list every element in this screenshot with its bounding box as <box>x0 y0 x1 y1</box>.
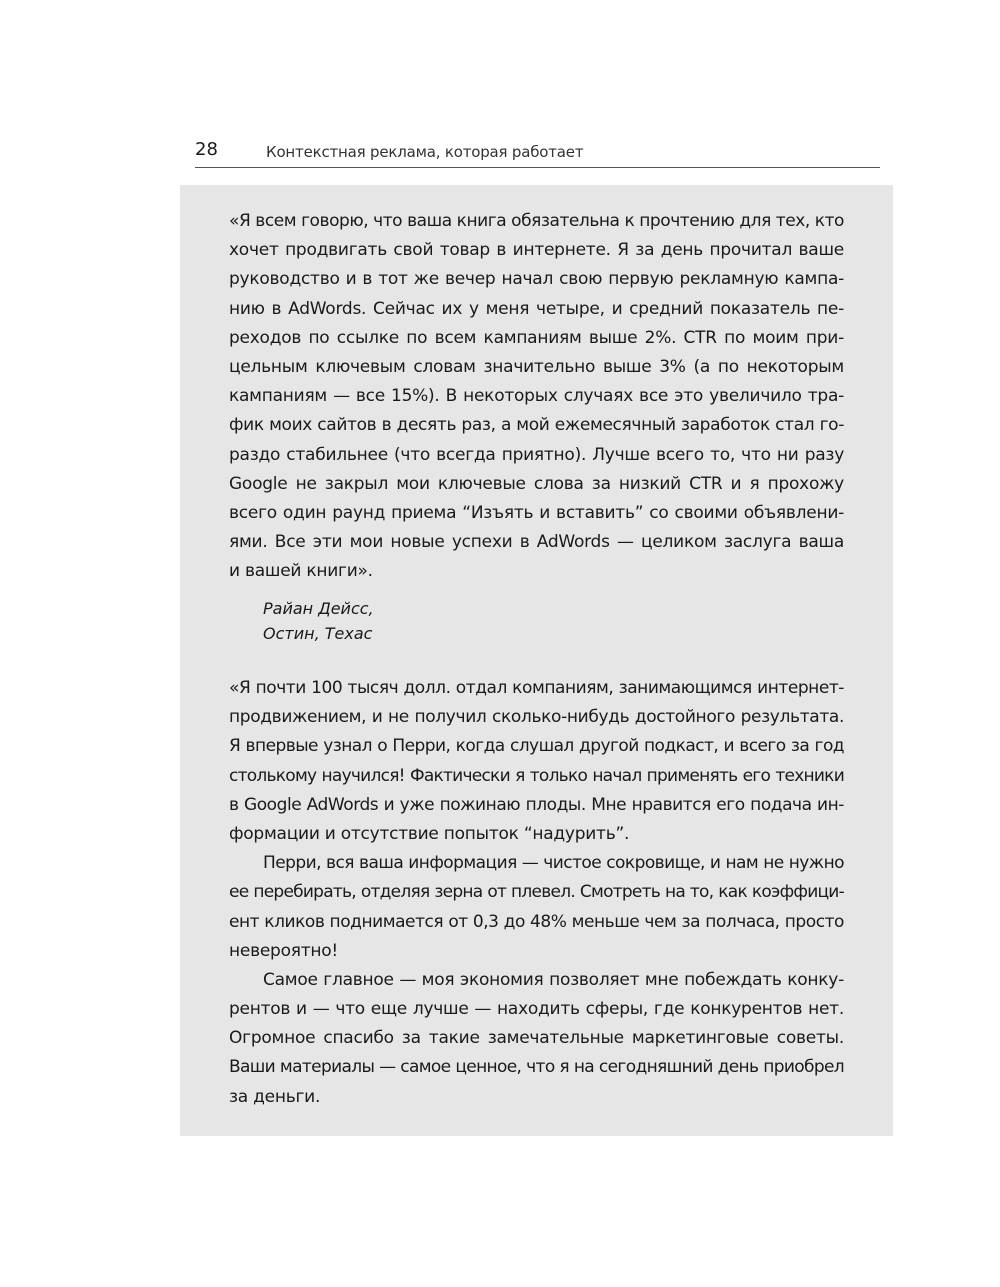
testimonial-2-line: ее перебирать, отделяя зерна от плевел. Смотреть на то, как коэффици- <box>229 882 844 903</box>
testimonial-2-line: Ваши материалы — самое ценное, что я на сегодняшний день приобрел <box>229 1057 844 1078</box>
testimonial-2-line: продвижением, и не получил сколько-нибудь достойного результата. <box>229 707 844 728</box>
testimonial-2-line: Перри, вся ваша информация — чистое сокровище, и нам не нужно <box>263 853 844 874</box>
testimonial-2-line: Самое главное — моя экономия позволяет мне побеждать конку- <box>263 969 844 990</box>
testimonial-2-line: Огромное спасибо за такие замечательные маркетинговые советы. <box>229 1028 844 1049</box>
testimonial-1-line: раздо стабильнее (что всегда приятно). Лучше всего то, что ни разу <box>229 444 844 465</box>
testimonial-1 <box>229 207 844 586</box>
testimonial-1-line: Google не закрыл мои ключевые слова за низкий CTR и я прохожу <box>229 473 844 494</box>
testimonial-2-line: рентов и — что еще лучше — находить сферы, где конкурентов нет. <box>229 999 844 1020</box>
testimonial-1-line: реходов по ссылке по всем кампаниям выше 2%. CTR по моим при- <box>229 327 844 348</box>
testimonial-1-line: и вашей книги». <box>229 561 373 582</box>
testimonial-2-line: ент кликов поднимается от 0,3 до 48% меньше чем за полчаса, просто <box>229 911 844 932</box>
testimonial-2-line: в Google AdWords и уже пожинаю плоды. Мне нравится его подача ин- <box>229 794 844 815</box>
testimonial-2-line: невероятно! <box>229 940 338 961</box>
testimonial-1-line: фик моих сайтов в десять раз, а мой ежемесячный заработок стал го- <box>229 415 844 436</box>
testimonials-box <box>180 185 893 1136</box>
testimonial-1-signature <box>263 596 374 646</box>
testimonial-2-line: за деньги. <box>229 1086 321 1107</box>
testimonial-1-author: Райан Дейсс, <box>263 599 374 618</box>
testimonial-1-line: всего один раунд приема “Изъять и вставить” со своими объявлени- <box>229 502 844 523</box>
testimonial-2 <box>229 674 844 1112</box>
testimonial-1-line: «Я всем говорю, что ваша книга обязательна к прочтению для тех, кто <box>229 211 844 231</box>
testimonial-2-line: «Я почти 100 тысяч долл. отдал компаниям, занимающимся интернет- <box>229 678 844 698</box>
testimonial-2-line: столькому научился! Фактически я только начал применять его техники <box>229 765 844 786</box>
testimonial-2-line: Я впервые узнал о Перри, когда слушал другой подкаст, и всего за год <box>229 736 844 757</box>
testimonial-1-line: ями. Все эти мои новые успехи в AdWords — целиком заслуга ваша <box>229 532 844 553</box>
page-number: 28 <box>195 139 218 160</box>
testimonial-2-line: формации и отсутствие попыток “надурить”. <box>229 823 630 844</box>
testimonial-1-line: нию в AdWords. Сейчас их у меня четыре, и средний показатель пе- <box>229 298 844 319</box>
testimonial-1-line: руководство и в тот же вечер начал свою первую рекламную кампа- <box>229 269 844 290</box>
testimonial-1-line: хочет продвигать свой товар в интернете. Я за день прочитал ваше <box>229 240 844 261</box>
testimonial-1-line: кампаниям — все 15%). В некоторых случаях все это увеличило тра- <box>229 386 844 407</box>
testimonial-1-location: Остин, Техас <box>263 624 373 643</box>
running-header <box>195 136 880 168</box>
header-rule <box>195 167 880 168</box>
running-title: Контекстная реклама, которая работает <box>266 143 584 161</box>
testimonial-1-line: цельным ключевым словам значительно выше 3% (а по некоторым <box>229 356 844 377</box>
